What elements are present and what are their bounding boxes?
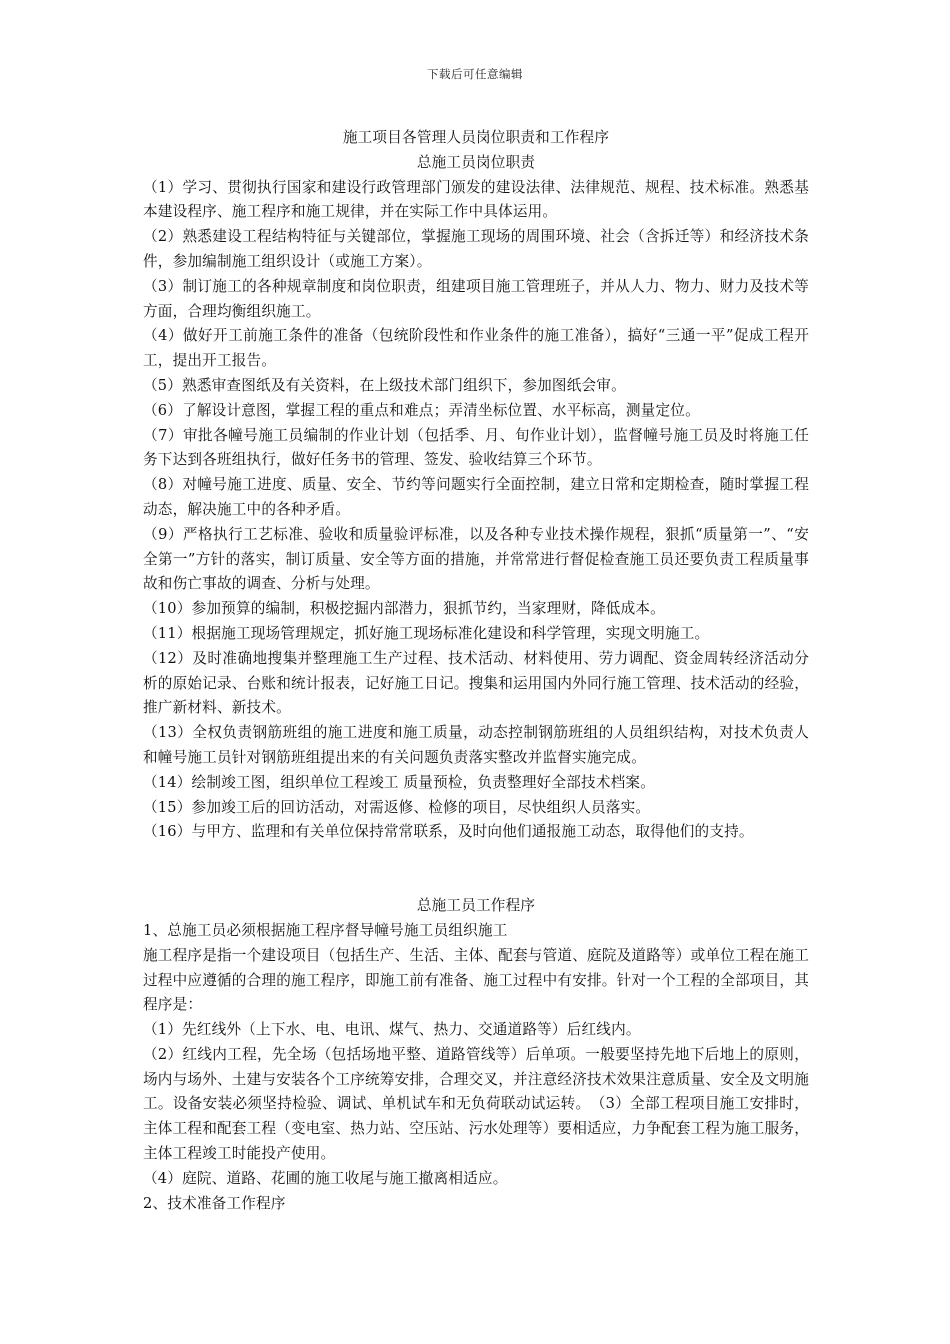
duty-item-15: （15）参加竣工后的回访活动，对需返修、检修的项目，尽快组织人员落实。 [143,798,651,816]
procedure-item-4: （2）红线内工程，先全场（包括场地平整、道路管线等）后单项。一般要坚持先地下后地上的原则，场内与场外、土建与安装各个工序统筹安排，合理交叉，并注意经济技术效果注意质量、安全及文明施工。设备安装必须坚持检验、调试、单机试车和无负荷联动试运转。 （3）全部工程项目施工安排时，主体工程和配套工程（变电室、热力站、空压站、污水处理等）要相适应，力争配套工程为施工服务，主体工程竣工时能投产使用。 [143,1045,809,1163]
section-spacer [143,845,809,894]
duty-item-1: （1）学习、贯彻执行国家和建设行政管理部门颁发的建设法律、法律规范、规程、技术标准。熟悉基本建设程序、施工程序和施工规律，并在实际工作中具体运用。 [143,178,809,221]
duty-item-2: （2）熟悉建设工程结构特征与关键部位，掌握施工现场的周围环境、社会（含拆迁等）和经济技术条件，参加编制施工组织设计（或施工方案）。 [143,228,809,270]
header-note: 下载后可任意编辑 [427,67,523,81]
procedure-item-5: （4）庭院、道路、花圃的施工收尾与施工撤离相适应。 [143,1169,508,1187]
duty-item-11: （11）根据施工现场管理规定，抓好施工现场标准化建设和科学管理，实现文明施工。 [143,624,710,642]
duty-item-4: （4）做好开工前施工条件的准备（包统阶段性和作业条件的施工准备），搞好“三通一平”促成工程开工，提出开工报告。 [143,327,809,370]
procedure-item-3: （1）先红线外（上下水、电、电讯、煤气、热力、交通道路等）后红线内。 [143,1021,641,1039]
duty-item-7: （7）审批各幢号施工员编制的作业计划（包括季、月、旬作业计划），监督幢号施工员及时将施工任务下达到各班组执行，做好任务书的管理、签发、验收结算三个环节。 [143,426,809,469]
document-title: 施工项目各管理人员岗位职责和工作程序 [342,129,610,146]
duty-item-14: （14）绘制竣工图，组织单位工程竣工 质量预检，负责整理好全部技术档案。 [143,773,656,791]
duty-item-6: （6）了解设计意图，掌握工程的重点和难点；弄清坐标位置、水平标高，测量定位。 [143,401,700,419]
document-body [143,126,809,1216]
duty-item-8: （8）对幢号施工进度、质量、安全、节约等问题实行全面控制，建立日常和定期检查，随时掌握工程动态，解决施工中的各种矛盾。 [143,476,809,518]
section-title-procedure: 总施工员工作程序 [416,897,536,915]
duty-item-16: （16）与甲方、监理和有关单位保持常常联系，及时向他们通报施工动态，取得他们的支持。 [143,823,754,841]
section-title-duties: 总施工员岗位职责 [416,153,536,171]
duty-item-5: （5）熟悉审查图纸及有关资料，在上级技术部门组织下，参加图纸会审。 [143,376,626,394]
duty-item-12: （12）及时准确地搜集并整理施工生产过程、技术活动、材料使用、劳力调配、资金周转经济活动分析的原始记录、台账和统计报表，记好施工日记。搜集和运用国内外同行施工管理、技术活动的经验，推广新材料、新技术。 [143,649,809,717]
duty-item-3: （3）制订施工的各种规章制度和岗位职责，组建项目施工管理班子，并从人力、物力、财力及技术等方面，合理均衡组织施工。 [143,277,809,320]
duty-item-9: （9）严格执行工艺标准、验收和质量验评标准，以及各种专业技术操作规程，狠抓“质量第一”、“安全第一”方针的落实，制订质量、安全等方面的措施，并常常进行督促检查施工员还要负责工程质量事故和伤亡事故的调查、分析与处理。 [143,525,809,593]
procedure-item-1: 1、总施工员必须根据施工程序督导幢号施工员组织施工 [143,921,508,939]
duty-item-10: （10）参加预算的编制，积极挖掘内部潜力，狠抓节约，当家理财，降低成本。 [143,600,665,618]
procedure-item-6: 2、技术准备工作程序 [143,1194,286,1212]
procedure-item-2: 施工程序是指一个建设项目（包括生产、生活、主体、配套与管道、庭院及道路等）或单位工程在施工过程中应遵循的合理的施工程序，即施工前有准备、施工过程中有安排。针对一个工程的全部项目，其程序是： [143,946,809,1014]
duty-item-13: （13）全权负责钢筋班组的施工进度和施工质量，动态控制钢筋班组的人员组织结构，对技术负责人和幢号施工员针对钢筋班组提出来的有关问题负责落实整改并监督实施完成。 [143,724,809,766]
